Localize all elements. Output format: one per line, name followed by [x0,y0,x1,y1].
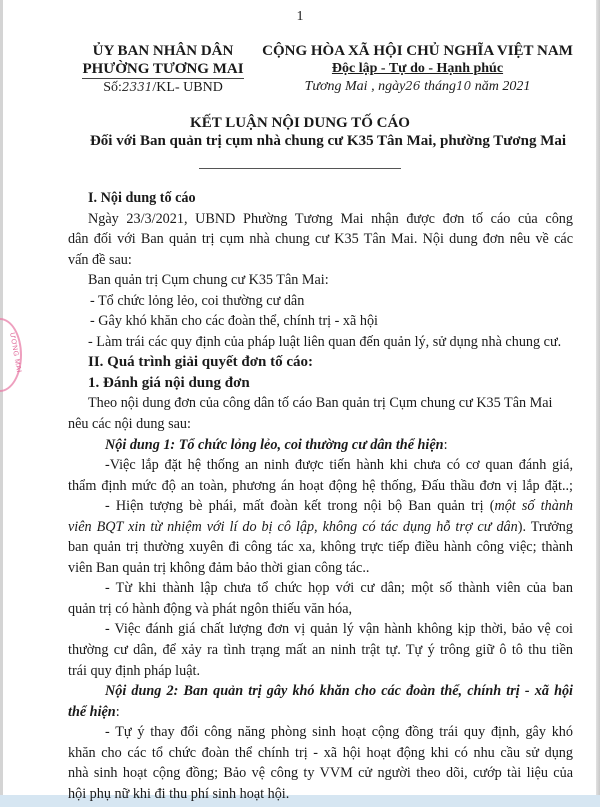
subsection-1-heading: 1. Đánh giá nội dung đơn [88,374,250,391]
red-seal-stamp-text: ƯƠNG MAI [8,332,23,374]
document-subtitle: Đối với Ban quản trị cụm nhà chung cư K35 Tân Mai, phường Tương Mai [89,133,567,149]
section-2-heading: II. Quá trình giải quyết đơn tố cáo: [88,354,313,371]
handwritten-doc-number: 2331 [121,80,153,94]
paragraph-line: - Từ khi thành lập chưa tổ chức họp với cư dân; một số thành viên của ban [105,580,573,597]
paragraph-line: Ban quản trị Cụm chung cư K35 Tân Mai: [88,272,329,289]
paragraph-line: - Hiện tượng bè phái, mất đoàn kết trong nội bộ Ban quản trị (một số thành [105,498,574,515]
paragraph-line: thẩm định mức độ an toàn, phương án hoạt động hệ thống, Đấu thầu đơn vị lắp đặt..; [68,477,573,494]
paragraph-line: quản trị có hành động và phát ngôn thiếu văn hóa, [68,600,353,617]
issuer-ward: PHƯỜNG TƯƠNG MAI [82,61,244,77]
page-number: 1 [296,9,304,24]
paragraph-line: -Việc lắp đặt hệ thống an ninh được tiến hành khi chưa có cơ quan đánh giá, [105,457,573,474]
paragraph-line: dân đối với Ban quản trị cụm nhà chung cư K35 Tân Mai. Nội dung đơn nêu về các [68,231,573,248]
handwritten-month: 10 [455,79,472,93]
document-title: KẾT LUẬN NỘI DUNG TỐ CÁO [190,115,410,131]
paragraph-line: khăn cho các tổ chức đoàn thể chính trị - xã hội hoạt động khi có nhu cầu sử dụng [68,744,573,761]
paragraph-line: - Tự ý thay đổi công năng phòng sinh hoạt cộng đồng trái quy định, gây khó [105,724,573,741]
bullet-item: - Làm trái các quy định của pháp luật liên quan đến quản lý, sử dụng nhà chung cư. [88,333,562,350]
paragraph-line: thường cư dân, để xảy ra tình trạng mất an ninh trật tự. Tự ý trông giữ ô tô thu tiền [68,642,573,659]
handwritten-day: 26 [405,79,421,93]
national-motto-block [245,42,590,95]
section-1-heading: I. Nội dung tố cáo [88,190,196,206]
paragraph-line: viên Ban quản trị không đảm bảo thời gian công tác.. [68,559,370,576]
issuer-block [68,42,258,96]
content-1-heading: Nội dung 1: Tổ chức lỏng lẻo, coi thường cư dân thể hiện [105,436,444,453]
bullet-item: - Gây khó khăn cho các đoàn thể, chính trị - xã hội [90,313,378,330]
content-2-heading-cont: thể hiện [68,703,116,720]
paragraph-line: nhà sinh hoạt cộng đồng; Bảo vệ công ty VVM cử người theo dõi, cướp tài liệu của [68,765,573,782]
paragraph-line: vấn đề sau: [68,251,132,268]
paragraph-line: Ngày 23/3/2021, UBND Phường Tương Mai nhận được đơn tố cáo của công [88,210,573,227]
national-motto: Độc lập - Tự do - Hạnh phúc [331,61,504,76]
paragraph-line: hội phụ nữ khi đi thu phí sinh hoạt hội. [68,785,290,802]
paragraph-line: nêu các nội dung sau: [68,416,191,433]
paragraph-line: ban quản trị thường xuyên đi công tác xa, không trực tiếp điều hành công việc; thành [68,539,573,556]
document-body: I. Nội dung tố cáo Ngày 23/3/2021, UBND Phường Tương Mai nhận được đơn tố cáo của công dân đối với Ban quản trị cụm nhà chung cư K35 Tân Mai. Nội dung đơn nêu về các vấn đề sau: Ban quản trị Cụm chung cư K35 Tân Mai: - Tổ chức lỏng lẻo, coi thường cư dân - Gây khó khăn cho các đoàn thể, chính trị - xã hội - Làm trái các quy định của pháp luật liên quan đến quản lý, sử dụng nhà chung cư. II. Quá trình giải quyết đơn tố cáo: 1. Đánh giá nội dung đơn Theo nội dung đơn của công dân tố cáo Ban quản trị Cụm chung cư K35 Tân Mai nêu các nội dung sau: Nội dung 1: Tổ chức lỏng lẻo, coi thường cư dân thể hiện: -Việc lắp đặt hệ thống an ninh được tiến hành khi chưa có cơ quan đánh giá, thẩm định mức độ an toàn, phương án hoạt động hệ thống, Đấu thầu đơn vị lắp đặt..; - Hiện tượng bè phái, mất đoàn kết trong nội bộ Ban quản trị (một số thành viên BQT xin từ nhiệm với lí do bị cô lập, không có tác dụng hỗ trợ cư dân). Trưởng ban quản trị thường xuyên đi công tác xa, không trực tiếp điều hành công việc; thành viên Ban quản trị không đảm bảo thời gian công tác.. - Từ khi thành lập chưa tổ chức họp với cư dân; một số thành viên của ban quản trị có hành động và phát ngôn thiếu văn hóa, - Việc đánh giá chất lượng đơn vị quản lý vận hành không kịp thời, bảo vệ coi thường cư dân, để xảy ra tình trạng mất an ninh trật tự. Tự ý trông giữ ô tô thu tiền trái quy định pháp luật. Nội dung 2: Ban quản trị gây khó khăn cho các đoàn thể, chính trị - xã hội thể hiện: - Tự ý thay đổi công năng phòng sinh hoạt cộng đồng trái quy định, gây khó khăn cho các tổ chức đoàn thể chính trị - xã hội hoạt động khi có nhu cầu sử dụng nhà sinh hoạt cộng đồng; Bảo vệ công ty VVM cử người theo dõi, cướp tài liệu của hội phụ nữ khi đi thu phí sinh hoạt hội. [68,188,573,804]
place-and-date: Tương Mai , ngày26 tháng10 năm 2021 [304,79,531,94]
paragraph-line: Theo nội dung đơn của công dân tố cáo Ban quản trị Cụm chung cư K35 Tân Mai [88,395,553,412]
paragraph-line: - Việc đánh giá chất lượng đơn vị quản lý vận hành không kịp thời, bảo vệ coi [105,621,573,638]
national-title: CỘNG HÒA XÃ HỘI CHỦ NGHĨA VIỆT NAM [262,43,573,59]
document-number: Số:2331/KL- UBND [103,80,223,95]
paragraph-line: trái quy định pháp luật. [68,662,200,679]
content-2-heading: Nội dung 2: Ban quản trị gây khó khăn cho các đoàn thể, chính trị - xã hội [105,683,573,700]
issuer-authority: ỦY BAN NHÂN DÂN [92,43,234,59]
title-divider [199,168,401,169]
bullet-item: - Tổ chức lỏng lẻo, coi thường cư dân [90,292,305,309]
paragraph-line: viên BQT xin từ nhiệm với lí do bị cô lập, không có tác dụng hỗ trợ cư dân). Trưởng [68,518,573,535]
